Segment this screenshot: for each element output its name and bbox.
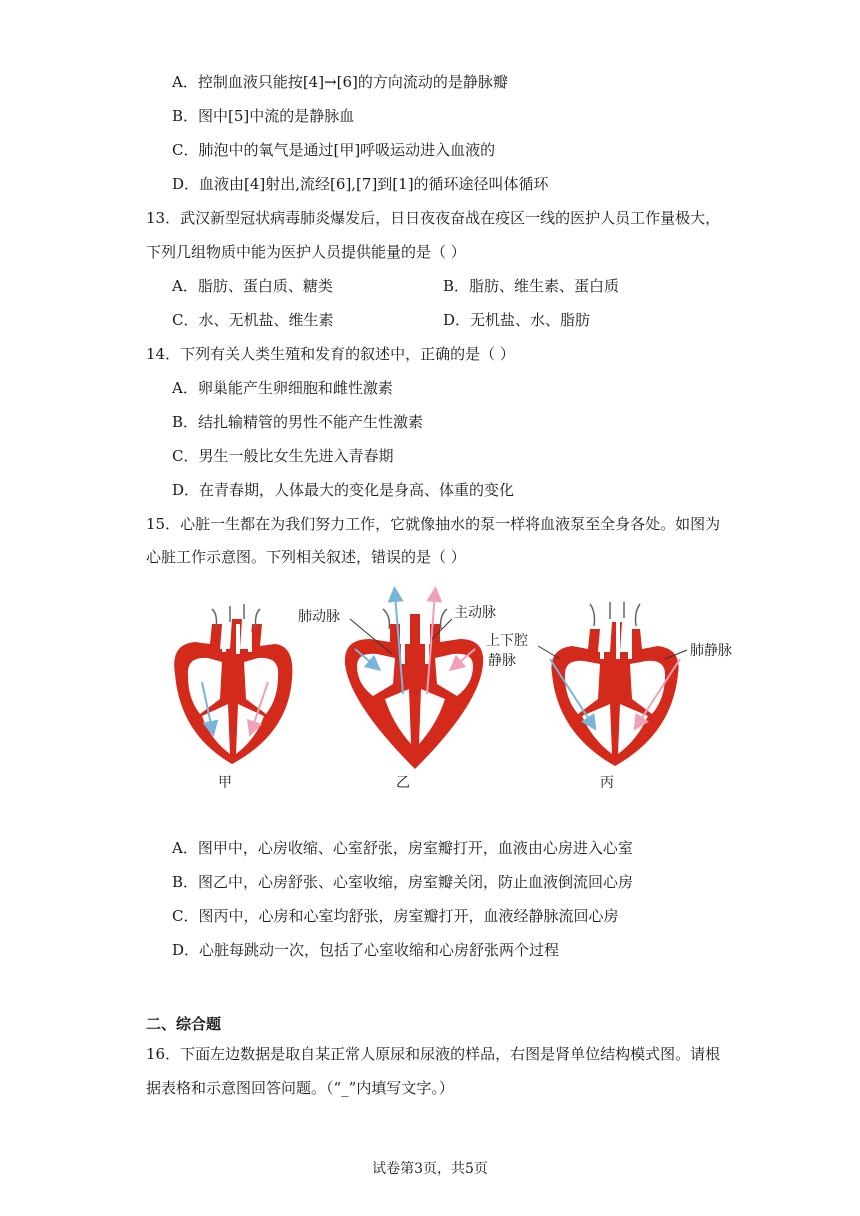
label-pulmonary-artery: 肺动脉: [298, 609, 340, 625]
q14-option-b: B．结扎输精管的男性不能产生性激素: [172, 413, 424, 431]
q13-option-b: B．脂肪、维生素、蛋白质: [443, 277, 620, 295]
q13-stem-line2: 下列几组物质中能为医护人员提供能量的是（ ）: [146, 243, 466, 261]
heart-diagram: [150, 584, 750, 804]
q16-stem-line2: 据表格和示意图回答问题。（“_”内填写文字。）: [146, 1079, 454, 1097]
q15-option-d: D．心脏每跳动一次，包括了心室收缩和心房舒张两个过程: [172, 941, 560, 959]
q14-stem: 14．下列有关人类生殖和发育的叙述中，正确的是（ ）: [146, 345, 515, 363]
caption-jia: 甲: [218, 775, 232, 791]
q12-option-d: D．血液由[4]射出,流经[6],[7]到[1]的循环途径叫体循环: [172, 175, 549, 193]
q14-option-a: A．卵巢能产生卵细胞和雌性激素: [172, 379, 393, 397]
label-vena-cava-line1: 上下腔: [486, 633, 528, 649]
q12-option-b: B．图中[5]中流的是静脉血: [172, 107, 355, 125]
q15-option-b: B．图乙中，心房舒张、心室收缩，房室瓣关闭，防止血液倒流回心房: [172, 873, 634, 891]
heart-diagram-svg: [150, 584, 750, 804]
q13-option-c: C．水、无机盐、维生素: [172, 311, 334, 329]
q12-option-a: A．控制血液只能按[4]→[6]的方向流动的是静脉瓣: [172, 73, 508, 91]
q15-option-c: C．图丙中，心房和心室均舒张，房室瓣打开，血液经静脉流回心房: [172, 907, 619, 925]
section-title: 二、综合题: [146, 1015, 222, 1033]
q15-stem-line1: 15．心脏一生都在为我们努力工作，它就像抽水的泵一样将血液泵至全身各处。如图为: [146, 515, 721, 533]
q14-option-d: D．在青春期，人体最大的变化是身高、体重的变化: [172, 481, 515, 499]
caption-yi: 乙: [396, 775, 410, 791]
q15-option-a: A．图甲中，心房收缩、心室舒张，房室瓣打开，血液由心房进入心室: [172, 839, 633, 857]
q13-stem-line1: 13．武汉新型冠状病毒肺炎爆发后，日日夜夜奋战在疫区一线的医护人员工作量极大，: [146, 209, 721, 227]
page-footer: 试卷第3页，共5页: [372, 1161, 488, 1177]
q13-option-a: A．脂肪、蛋白质、糖类: [172, 277, 333, 295]
label-pulmonary-vein: 肺静脉: [690, 643, 732, 659]
label-aorta: 主动脉: [454, 605, 496, 621]
caption-bing: 丙: [600, 775, 614, 791]
q15-stem-line2: 心脏工作示意图。下列相关叙述，错误的是（ ）: [146, 548, 466, 566]
q16-stem-line1: 16．下面左边数据是取自某正常人原尿和尿液的样品，右图是肾单位结构模式图。请根: [146, 1045, 721, 1063]
q14-option-c: C．男生一般比女生先进入青春期: [172, 447, 394, 465]
q13-option-d: D．无机盐、水、脂肪: [443, 311, 591, 329]
heart-bing: [550, 602, 680, 766]
heart-jia: [174, 604, 292, 764]
q12-option-c: C．肺泡中的氧气是通过[甲]呼吸运动进入血液的: [172, 141, 496, 159]
label-vena-cava-line2: 静脉: [488, 653, 516, 669]
